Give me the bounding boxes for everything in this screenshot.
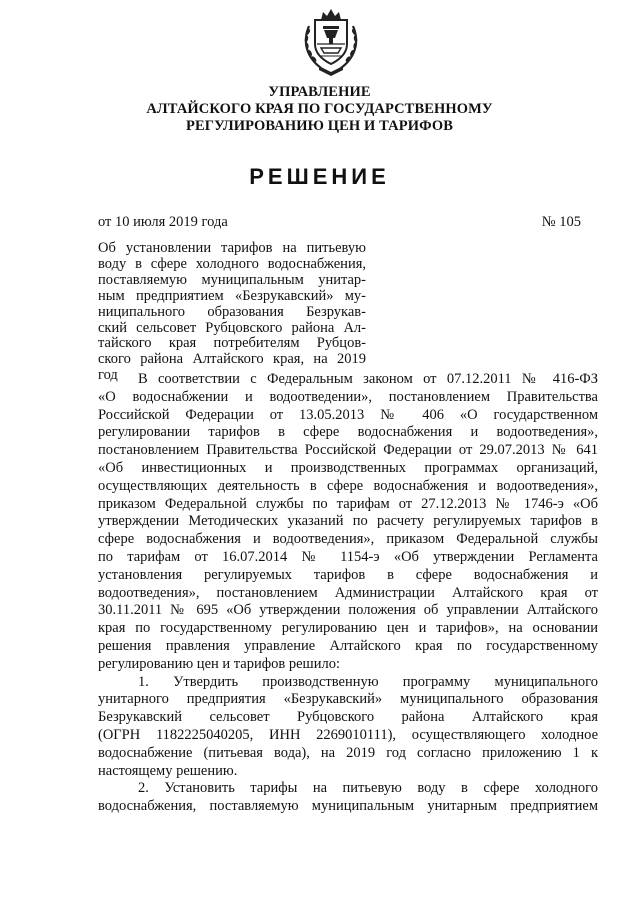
body-line: 1. Утвердить производственную программу муниципального xyxy=(138,673,598,690)
header-line: РЕГУЛИРОВАНИЮ ЦЕН И ТАРИФОВ xyxy=(186,118,453,134)
header-line: АЛТАЙСКОГО КРАЯ ПО ГОСУДАРСТВЕННОМУ xyxy=(146,101,493,117)
body-line: водоснабжение (питьевая вода), на 2019 год согласно приложению 1 к xyxy=(98,744,598,761)
subject-line: ского района Алтайского края, на 2019 xyxy=(98,351,366,368)
body-line: установления регулируемых тарифов в сфере водоснабжения и xyxy=(98,566,598,583)
body-line: края по государственному регулированию цен и тарифов», на основании xyxy=(98,620,598,637)
item-2-paragraph xyxy=(98,780,598,816)
document-number: № 105 xyxy=(541,214,581,230)
preamble-paragraph xyxy=(98,371,598,674)
subject-line: воду в сфере холодного водоснабжения, xyxy=(98,255,366,272)
body-line: решения правления управление Алтайского края по государственному xyxy=(98,637,598,654)
subject-line: поставляемую муниципальным унитар- xyxy=(98,271,366,288)
body-line: Безрукавский сельсовет Рубцовского района Алтайского края xyxy=(98,709,598,726)
body-line: по тарифам от 16.07.2014 № 1154-э «Об утверждении Регламента xyxy=(98,548,598,565)
document-body xyxy=(98,371,598,816)
item-1-paragraph xyxy=(98,674,598,781)
subject-line: ский сельсовет Рубцовского района Ал- xyxy=(98,319,366,336)
body-line: 30.11.2011 № 695 «Об утверждении положения об управлении Алтайского xyxy=(98,602,598,619)
subject-line: ным предприятием «Безрукавский» му- xyxy=(98,287,366,304)
body-line: Российской Федерации от 13.05.2013 № 406 «О государственном xyxy=(98,406,598,423)
body-line: водоснабжения, поставляемую муниципальным унитарным предприятием xyxy=(98,798,598,815)
coat-of-arms-emblem xyxy=(299,6,363,76)
body-line: приказом Федеральной службы по тарифам от 27.12.2013 № 1746-э «Об xyxy=(98,495,598,512)
subject-line: ниципального образования Безрукав- xyxy=(98,303,366,320)
body-line: унитарного предприятия «Безрукавский» муниципального образования xyxy=(98,691,598,708)
body-line: сфере водоснабжения и водоотведения», приказом Федеральной службы xyxy=(98,531,598,548)
document-date: от 10 июля 2019 года xyxy=(98,214,228,230)
body-line: осуществляющих деятельность в сфере водоснабжения и водоотведения», xyxy=(98,477,598,494)
header-line: УПРАВЛЕНИЕ xyxy=(268,84,371,100)
body-line: (ОГРН 1182225040205, ИНН 2269010111), осуществляющего холодное xyxy=(98,726,598,743)
body-line: «О водоснабжении и водоотведении», постановлением Правительства xyxy=(98,388,598,405)
body-line: утверждении Методических указаний по расчету регулируемых тарифов в xyxy=(98,513,598,530)
body-line: регулировании тарифов в сфере водоснабжения и водоотведения», xyxy=(98,424,598,441)
body-line: водоотведения», постановлением Администрации Алтайского края от xyxy=(98,584,598,601)
body-line: В соответствии с Федеральным законом от 07.12.2011 № 416-ФЗ xyxy=(138,371,598,387)
body-line: регулированию цен и тарифов решило: xyxy=(98,655,340,672)
body-line: «Об инвестиционных и производственных программах организаций, xyxy=(98,459,598,476)
document-title: РЕШЕНИЕ xyxy=(249,164,390,189)
body-line: постановлением Правительства Российской Федерации от 29.07.2013 № 641 xyxy=(98,442,598,459)
subject-line: год xyxy=(98,367,118,384)
body-line: настоящему решению. xyxy=(98,762,238,779)
subject-line: тайского края потребителям Рубцов- xyxy=(98,335,366,352)
body-line: 2. Установить тарифы на питьевую воду в сфере холодного xyxy=(138,780,598,797)
issuer-header xyxy=(0,84,639,135)
document-subject xyxy=(98,241,366,384)
subject-line: Об установлении тарифов на питьевую xyxy=(98,240,366,256)
